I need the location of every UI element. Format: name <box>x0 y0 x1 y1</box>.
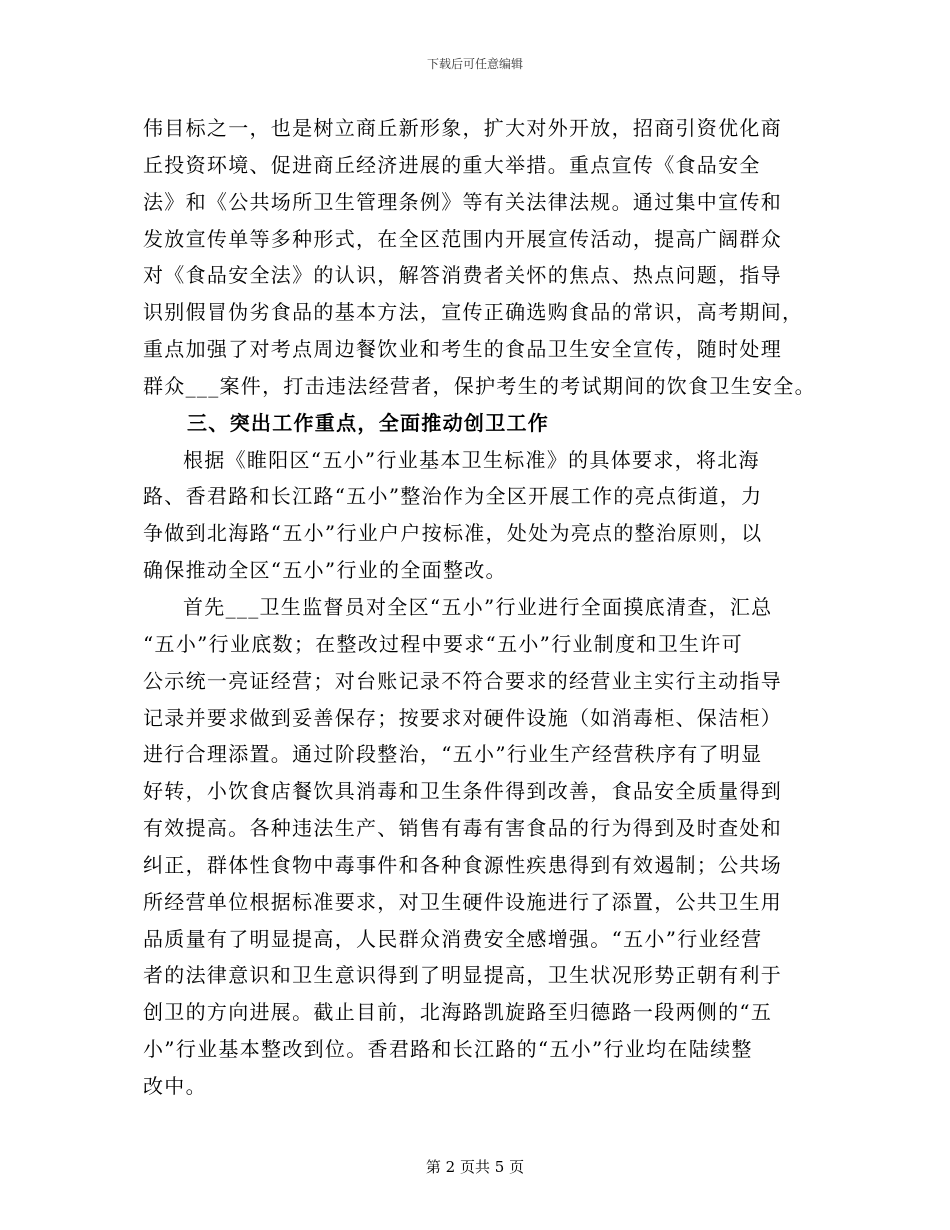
body-line: 法》和《公共场所卫生管理条例》等有关法律法规。通过集中宣传和 <box>143 189 782 214</box>
body-line: 纠正，群体性食物中毒事件和各种食源性疾患得到有效遏制；公共场 <box>143 852 782 877</box>
paragraph-first-line: 根据《睢阳区“五小”行业基本卫生标准》的具体要求，将北海 <box>183 447 760 472</box>
body-line: 者的法律意识和卫生意识得到了明显提高，卫生状况形势正朝有利于 <box>143 963 782 988</box>
body-line: 品质量有了明显提高，人民群众消费安全感增强。“五小”行业经营 <box>143 926 763 951</box>
body-line: 争做到北海路“五小”行业户户按标准，处处为亮点的整治原则，以 <box>143 521 763 546</box>
section-heading: 三、突出工作重点，全面推动创卫工作 <box>187 410 550 435</box>
page-header: 下载后可任意编辑 <box>426 57 523 71</box>
body-line: “五小”行业底数；在整改过程中要求“五小”行业制度和卫生许可 <box>143 631 743 656</box>
body-line: 公示统一亮证经营；对台账记录不符合要求的经营业主实行主动指导 <box>143 668 782 693</box>
body-line: 进行合理添置。通过阶段整治，“五小”行业生产经营秩序有了明显 <box>143 742 763 767</box>
body-line: 群众___案件，打击违法经营者，保护考生的考试期间的饮食卫生安全。 <box>143 373 816 398</box>
body-line: 确保推动全区“五小”行业的全面整改。 <box>143 558 507 583</box>
body-line: 路、香君路和长江路“五小”整治作为全区开展工作的亮点街道，力 <box>143 484 763 509</box>
body-line: 好转，小饮食店餐饮具消毒和卫生条件得到改善，食品安全质量得到 <box>143 779 782 804</box>
body-line: 丘投资环境、促进商丘经济进展的重大举措。重点宣传《食品安全 <box>143 152 761 177</box>
body-line: 伟目标之一，也是树立商丘新形象，扩大对外开放，招商引资优化商 <box>143 116 782 140</box>
paragraph-first-line: 首先___卫生监督员对全区“五小”行业进行全面摸底清查，汇总 <box>183 594 773 619</box>
document-body <box>143 110 816 1105</box>
body-line: 有效提高。各种违法生产、销售有毒有害食品的行为得到及时查处和 <box>143 816 782 841</box>
body-line: 改中。 <box>143 1073 207 1098</box>
body-line: 记录并要求做到妥善保存；按要求对硬件设施（如消毒柜、保洁柜） <box>143 705 782 730</box>
body-line: 识别假冒伪劣食品的基本方法，宣传正确选购食品的常识，高考期间， <box>143 300 804 325</box>
page-number: 第 2 页共 5 页 <box>425 1158 525 1176</box>
body-line: 小”行业基本整改到位。香君路和长江路的“五小”行业均在陆续整 <box>143 1037 753 1062</box>
body-line: 创卫的方向进展。截止目前，北海路凯旋路至归德路一段两侧的“五 <box>143 1000 773 1025</box>
body-line: 对《食品安全法》的认识，解答消费者关怀的焦点、热点问题，指导 <box>143 263 782 288</box>
body-line: 所经营单位根据标准要求，对卫生硬件设施进行了添置，公共卫生用 <box>143 889 782 914</box>
body-line: 发放宣传单等多种形式，在全区范围内开展宣传活动，提高广阔群众 <box>143 226 782 251</box>
body-line: 重点加强了对考点周边餐饮业和考生的食品卫生安全宣传，随时处理 <box>143 337 782 362</box>
